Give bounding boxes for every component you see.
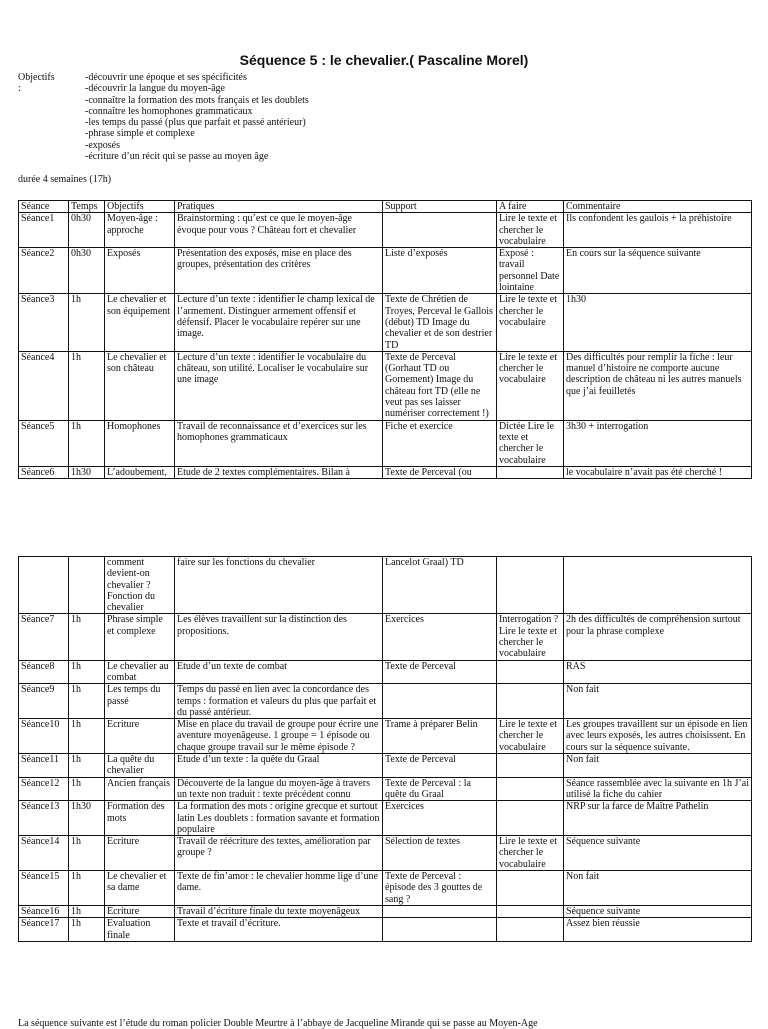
table-row xyxy=(19,777,752,801)
table-cell: Liste d’exposés xyxy=(383,248,497,294)
header-cell: Pratiques xyxy=(175,201,383,213)
table-cell: Séance14 xyxy=(19,836,69,871)
table-cell: 1h xyxy=(69,719,105,754)
table-cell xyxy=(497,905,564,917)
table-row xyxy=(19,918,752,942)
table-cell: Des difficultés pour remplir la fiche : leur manuel d’histoire ne comporte aucune description de château ni les autres manuels que j’ai feuilletés xyxy=(564,351,752,420)
table-cell xyxy=(19,557,69,614)
table-cell: Séance10 xyxy=(19,719,69,754)
table-cell: Mise en place du travail de groupe pour écrire une aventure moyenâgeuse. 1 groupe = 1 épisode ou chaque groupe travail sur le même épisode ? xyxy=(175,719,383,754)
table-cell: Lancelot Graal) TD xyxy=(383,557,497,614)
table-cell: Texte et travail d’écriture. xyxy=(175,918,383,942)
table-row xyxy=(19,614,752,660)
table-cell: 1h xyxy=(69,660,105,684)
table-cell: Séquence suivante xyxy=(564,905,752,917)
table-cell: Dictée Lire le texte et chercher le vocabulaire xyxy=(497,420,564,466)
table-cell xyxy=(383,213,497,248)
table-cell: 3h30 + interrogation xyxy=(564,420,752,466)
table-cell xyxy=(497,754,564,778)
table-cell: Sélection de textes xyxy=(383,836,497,871)
table-cell xyxy=(69,557,105,614)
table-cell: RAS xyxy=(564,660,752,684)
table-cell: Séance9 xyxy=(19,684,69,719)
table-cell: 1h xyxy=(69,836,105,871)
table-cell: En cours sur la séquence suivante xyxy=(564,248,752,294)
table-cell xyxy=(383,905,497,917)
table-cell xyxy=(497,918,564,942)
table-cell: L’adoubement, xyxy=(105,466,175,478)
table-cell: Le chevalier et son équipement xyxy=(105,294,175,351)
table-cell: 1h xyxy=(69,684,105,719)
table-cell: Texte de Perceval (Gorhaut TD ou Gornement) Image du château fort TD (elle ne veut pas ses laisser numériser correctement !) xyxy=(383,351,497,420)
table-cell: Texte de Perceval : la quête du Graal xyxy=(383,777,497,801)
table-cell: Séance11 xyxy=(19,754,69,778)
table-cell: Brainstorming : qu’est ce que le moyen-âge évoque pour vous ? Château fort et chevalier xyxy=(175,213,383,248)
table-cell: Interrogation ? Lire le texte et chercher le vocabulaire xyxy=(497,614,564,660)
header-cell: Temps xyxy=(69,201,105,213)
table-cell: Assez bien réussie xyxy=(564,918,752,942)
table-cell: 1h xyxy=(69,754,105,778)
table-cell: Exercices xyxy=(383,614,497,660)
table-cell: 0h30 xyxy=(69,213,105,248)
table-cell: Lire le texte et chercher le vocabulaire xyxy=(497,351,564,420)
table-cell: Séance6 xyxy=(19,466,69,478)
table-cell: Evaluation finale xyxy=(105,918,175,942)
table-cell xyxy=(564,557,752,614)
table-row xyxy=(19,754,752,778)
table-row xyxy=(19,466,752,478)
table-cell: Séquence suivante xyxy=(564,836,752,871)
table-cell: Texte de Perceval : épisode des 3 gouttes de sang ? xyxy=(383,871,497,906)
table-cell: 1h xyxy=(69,420,105,466)
table-cell: Découverte de la langue du moyen-âge à travers un texte non traduit : texte précédent connu xyxy=(175,777,383,801)
table-cell: Lire le texte et chercher le vocabulaire xyxy=(497,719,564,754)
table-cell: Exposé : travail personnel Date lointaine xyxy=(497,248,564,294)
table-cell xyxy=(497,801,564,836)
table-cell: Séance12 xyxy=(19,777,69,801)
table-cell: Séance5 xyxy=(19,420,69,466)
table-cell: Séance16 xyxy=(19,905,69,917)
table-cell: Travail de réécriture des textes, amélioration par groupe ? xyxy=(175,836,383,871)
objective-item: -connaître la formation des mots français et les doublets xyxy=(85,94,309,106)
table-cell: Fiche et exercice xyxy=(383,420,497,466)
table-cell: Séance2 xyxy=(19,248,69,294)
table-cell: Les groupes travaillent sur un épisode en lien avec leurs exposés, les autres choisissent. En cours sur la séquence suivante. xyxy=(564,719,752,754)
header-cell: A faire xyxy=(497,201,564,213)
table-row xyxy=(19,557,752,614)
table-cell: comment devient-on chevalier ? Fonction du chevalier xyxy=(105,557,175,614)
table-row xyxy=(19,420,752,466)
table-cell: 2h des difficultés de compréhension surtout pour la phrase complexe xyxy=(564,614,752,660)
objective-item: -les temps du passé (plus que parfait et passé antérieur) xyxy=(85,117,306,129)
table-cell: Les temps du passé xyxy=(105,684,175,719)
table-cell: Le chevalier et sa dame xyxy=(105,871,175,906)
table-cell: Moyen-âge : approche xyxy=(105,213,175,248)
table-row xyxy=(19,248,752,294)
sequence-table-page1 xyxy=(18,200,752,479)
header-cell: Commentaire xyxy=(564,201,752,213)
objective-item: -découvrir une époque et ses spécificités xyxy=(85,72,247,83)
table-cell: Non fait xyxy=(564,684,752,719)
header-cell: Séance xyxy=(19,201,69,213)
table-cell: Travail d’écriture finale du texte moyenâgeux xyxy=(175,905,383,917)
table-cell: Texte de fin’amor : le chevalier homme lige d’une dame. xyxy=(175,871,383,906)
table-cell xyxy=(497,660,564,684)
objective-item: -connaître les homophones grammaticaux xyxy=(85,105,253,117)
table-cell: 1h30 xyxy=(69,466,105,478)
objective-item: -découvrir la langue du moyen-âge xyxy=(85,83,225,95)
table-cell: Etude de 2 textes complémentaires. Bilan à xyxy=(175,466,383,478)
table-cell: Non fait xyxy=(564,871,752,906)
objective-item: -écriture d’un récit qui se passe au moyen âge xyxy=(85,151,269,163)
table-cell: Etude d’un texte : la quête du Graal xyxy=(175,754,383,778)
table-cell: 1h xyxy=(69,777,105,801)
table-cell: faire sur les fonctions du chevalier xyxy=(175,557,383,614)
table-row xyxy=(19,351,752,420)
duration-text: durée 4 semaines (17h) xyxy=(18,174,112,185)
table-cell: 1h xyxy=(69,351,105,420)
table-cell: Ancien français xyxy=(105,777,175,801)
table-cell: Séance3 xyxy=(19,294,69,351)
table-cell: 1h30 xyxy=(69,801,105,836)
table-cell: Exposés xyxy=(105,248,175,294)
table-cell: Non fait xyxy=(564,754,752,778)
table-cell xyxy=(497,466,564,478)
table-header-row xyxy=(19,201,752,213)
table-cell xyxy=(383,918,497,942)
table-cell: Texte de Perceval (ou xyxy=(383,466,497,478)
table-cell: Le chevalier et son château xyxy=(105,351,175,420)
table-cell: Texte de Perceval xyxy=(383,754,497,778)
table-cell: Temps du passé en lien avec la concordance des temps : formation et valeurs du plus que parfait et du passé antérieur. xyxy=(175,684,383,719)
objectives-list xyxy=(85,72,685,162)
table-cell: Lecture d’un texte : identifier le vocabulaire du château, son utilité. Localiser le vocabulaire sur une image xyxy=(175,351,383,420)
table-cell: Texte de Chrétien de Troyes, Perceval le Gallois (début) TD Image du chevalier et de son destrier TD xyxy=(383,294,497,351)
table-cell: Phrase simple et complexe xyxy=(105,614,175,660)
header-cell: Support xyxy=(383,201,497,213)
table-cell xyxy=(497,777,564,801)
table-row xyxy=(19,684,752,719)
table-cell: Lecture d’un texte : identifier le champ lexical de l’armement. Distinguer armement offensif et défensif. Placer le vocabulaire repérer sur une image. xyxy=(175,294,383,351)
table-cell: 1h xyxy=(69,905,105,917)
table-cell: 1h xyxy=(69,294,105,351)
table-cell: Séance17 xyxy=(19,918,69,942)
footer-text: La séquence suivante est l’étude du roman policier Double Meurtre à l’abbaye de Jacqueline Mirande qui se passe au Moyen-Age xyxy=(18,1018,538,1029)
table-cell: Les élèves travaillent sur la distinction des propositions. xyxy=(175,614,383,660)
table-cell: Ecriture xyxy=(105,905,175,917)
table-cell: Etude d’un texte de combat xyxy=(175,660,383,684)
sequence-table-page2 xyxy=(18,556,752,942)
table-cell xyxy=(497,871,564,906)
table-cell: Exercices xyxy=(383,801,497,836)
table-cell: Séance13 xyxy=(19,801,69,836)
table-cell: Lire le texte et chercher le vocabulaire xyxy=(497,836,564,871)
table-cell: Ils confondent les gaulois + la préhistoire xyxy=(564,213,752,248)
table-cell: La formation des mots : origine grecque et surtout latin Les doublets : formation savante et formation populaire xyxy=(175,801,383,836)
table-cell: Séance8 xyxy=(19,660,69,684)
table-row xyxy=(19,719,752,754)
objectives-label: Objectifs : xyxy=(18,72,55,95)
table-cell: NRP sur la farce de Maître Pathelin xyxy=(564,801,752,836)
table-cell: Le chevalier au combat xyxy=(105,660,175,684)
page-title: Séquence 5 : le chevalier.( Pascaline Morel) xyxy=(239,52,529,68)
table-cell: Formation des mots xyxy=(105,801,175,836)
table-cell xyxy=(497,684,564,719)
table-cell: Séance15 xyxy=(19,871,69,906)
table-row xyxy=(19,801,752,836)
table-cell: Homophones xyxy=(105,420,175,466)
table-cell: Lire le texte et chercher le vocabulaire xyxy=(497,213,564,248)
table-row xyxy=(19,660,752,684)
table-cell: 1h xyxy=(69,918,105,942)
table-cell: Présentation des exposés, mise en place des groupes, présentation des critères xyxy=(175,248,383,294)
table-cell: Texte de Perceval xyxy=(383,660,497,684)
table-cell: Lire le texte et chercher le vocabulaire xyxy=(497,294,564,351)
table-cell: 1h xyxy=(69,614,105,660)
table-cell: le vocabulaire n’avait pas été cherché ! xyxy=(564,466,752,478)
table-cell: Séance7 xyxy=(19,614,69,660)
table-row xyxy=(19,836,752,871)
table-cell: 1h30 xyxy=(564,294,752,351)
table-cell: Ecriture xyxy=(105,719,175,754)
table-cell: Séance4 xyxy=(19,351,69,420)
table-row xyxy=(19,905,752,917)
table-cell: 1h xyxy=(69,871,105,906)
table-cell: Séance1 xyxy=(19,213,69,248)
table-row xyxy=(19,294,752,351)
header-cell: Objectifs xyxy=(105,201,175,213)
objective-item: -phrase simple et complexe xyxy=(85,128,195,140)
table-cell: Ecriture xyxy=(105,836,175,871)
table-cell: 0h30 xyxy=(69,248,105,294)
table-cell: Trame à préparer Belin xyxy=(383,719,497,754)
objective-item: -exposés xyxy=(85,139,120,151)
table-cell: La quête du chevalier xyxy=(105,754,175,778)
table-row xyxy=(19,213,752,248)
table-row xyxy=(19,871,752,906)
table-cell: Séance rassemblée avec la suivante en 1h J’ai utilisé la fiche du cahier xyxy=(564,777,752,801)
table-cell: Travail de reconnaissance et d’exercices sur les homophones grammaticaux xyxy=(175,420,383,466)
table-cell xyxy=(383,684,497,719)
table-cell xyxy=(497,557,564,614)
